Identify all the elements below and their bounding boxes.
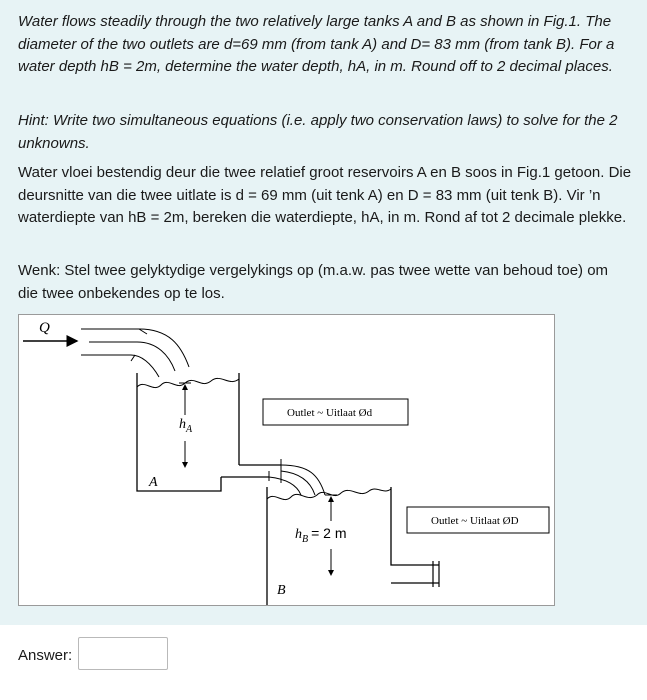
hint-text-afrikaans: Wenk: Stel twee gelyktydige vergelykings op (m.a.w. pas twee wette van behoud toe) om die twee onbekendes op te los. — [18, 262, 609, 302]
h-b-label: $h_B = 2$ m — [295, 525, 347, 545]
question-text-afrikaans: Water vloei bestendig deur die twee relatief groot reservoirs A en B soos in Fig.1 getoon. Die deursnitte van die twee uitlate is d = 69 mm (uit tenk A) en D = 83 mm (uit tenk B). Vir ’n waterdiepte van hB = 2m, bereken die waterdiepte, hA, in m. Rond af tot 2 decimale plekke. — [18, 164, 632, 226]
outlet-a-pipe — [221, 465, 281, 477]
tank-b-water-surface — [267, 489, 391, 500]
tank-diagram — [19, 315, 556, 607]
tank-a-label: A — [149, 475, 158, 490]
tank-b-label: B — [277, 583, 286, 598]
flow-label: Q — [39, 320, 50, 336]
answer-label: Answer: — [18, 647, 73, 664]
outlet-b-label: Outlet ~ Uitlaat ØD — [431, 515, 519, 527]
tank-b — [267, 487, 439, 605]
hint-text-english: Hint: Write two simultaneous equations (i.e. apply two conservation laws) to solve for the 2 unknowns. — [18, 112, 618, 152]
h-a-label: $h_A$ — [179, 417, 193, 435]
outlet-a-label: Outlet ~ Uitlaat Ød — [287, 407, 373, 419]
question-text-english: Water flows steadily through the two relatively large tanks A and B as shown in Fig.1. The diameter of the two outlets are d=69 mm (from tank A) and D= 83 mm (from tank B). For a water depth hB = 2m, determine the water depth, hA, in m. Round off to 2 decimal places. — [18, 13, 615, 75]
answer-input[interactable] — [78, 637, 168, 670]
inflow-jet — [81, 329, 189, 377]
tank-diagram-figure — [18, 314, 555, 606]
